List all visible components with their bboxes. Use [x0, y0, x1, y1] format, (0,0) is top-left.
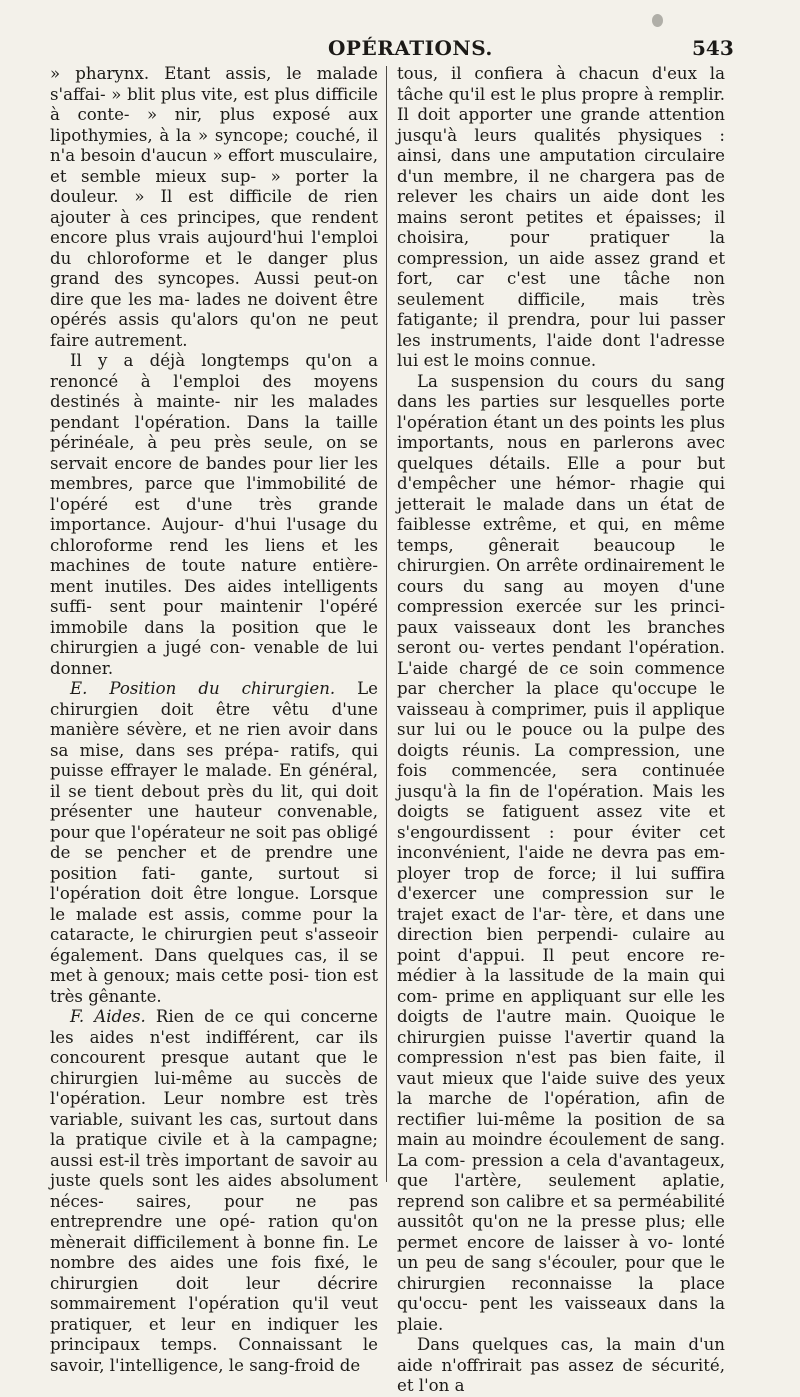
page-number: 543	[692, 36, 734, 60]
paragraph-maintien: Il y a déjà longtemps qu'on a renoncé à l'emploi des moyens destinés à mainte- nir les malades pendant l'opération. Dans la taille périnéale, à peu près seule, on se servait encore de bandes pour lier les membres, parce que l'immobilité de l'opéré est d'une très grande importance. Aujour- d'hui l'usage du chloroforme rend les liens et les machines de toute nature entière- ment inutiles. Des aides intelligents suffi- sent pour maintenir l'opéré immobile dans la position que le chirurgien a jugé con- venable de lui donner.	[50, 351, 378, 678]
paragraph-text: Rien de ce qui concerne les aides n'est indifférent, car ils concourent presque autant que le chirurgien lui-même au succès de l'opération. Leur nombre est très variable, suivant les cas, surtout dans la pratique civile et à la campagne; aussi est-il très important de savoir au juste quels sont les aides absolument néces- saires, pour ne pas entreprendre une opé- ration qu'on mènerait difficilement à bonne fin. Le nombre des aides une fois fixé, le chirurgien doit leur décrire sommairement l'opération qu'il veut pratiquer, et leur en indiquer les principaux temps. Connaissant le savoir, l'intelligence, le sang-froid de	[50, 1007, 378, 1375]
paragraph-syncope: » pharynx. Etant assis, le malade s'affai- » blit plus vite, est plus difficile à conte- » nir, plus exposé aux lipothymies, à la » syncope; couché, il n'a besoin d'aucun » effort musculaire, et semble mieux sup- » porter la douleur. » Il est difficile de rien ajouter à ces principes, que rendent encore plus vrais aujourd'hui l'emploi du chloroforme et le danger plus grand des syncopes. Aussi peut-on dire que les ma- lades ne doivent être opérés assis qu'alors qu'on ne peut faire autrement.	[50, 64, 378, 350]
page-title: OPÉRATIONS.	[328, 36, 493, 60]
section-heading-aides: F. Aides.	[70, 1007, 146, 1026]
ink-blot	[652, 14, 663, 27]
paragraph-aides	[50, 1007, 378, 1376]
section-heading-position: E. Position du chirurgien.	[70, 679, 336, 698]
running-head	[0, 36, 800, 66]
paragraph-compression: La suspension du cours du sang dans les parties sur lesquelles porte l'opération étant un des points les plus importants, nous en parlerons avec quelques détails. Elle a pour but d'empêcher une hémor- rhagie qui jetterait le malade dans un état de faiblesse extrême, et qui, en même temps, gênerait beaucoup le chirurgien. On arrête ordinairement le cours du sang au moyen d'une compression exercée sur les princi- paux vaisseaux dont les branches seront ou- vertes pendant l'opération. L'aide chargé de ce soin commence par chercher la place qu'occupe le vaisseau à comprimer, puis il applique sur lui ou le pouce ou la pulpe des doigts réunis. La compression, une fois commencée, sera continuée jusqu'à la fin de l'opération. Mais les doigts se fatiguent assez vite et s'engourdissent : pour éviter cet inconvénient, l'aide ne devra pas em- ployer trop de force; il lui suffira d'exercer une compression sur le trajet exact de l'ar- tère, et dans une direction bien perpendi- culaire au point d'appui. Il peut encore re- médier à la lassitude de la main qui com- prime en appliquant sur elle les doigts de l'autre main. Quoique le chirurgien puisse l'avertir quand la compression n'est pas bien faite, il vaut mieux que l'aide suive des yeux la marche de l'opération, afin de rectifier lui-même la position de sa main au moindre écoulement de sang. La com- pression a cela d'avantageux, que l'artère, seulement aplatie, reprend son calibre et sa perméabilité aussitôt qu'on ne la presse plus; elle permet encore de laisser à vo- lonté un peu de sang s'écouler, pour que le chirurgien reconnaisse la place qu'occu- pent les vaisseaux dans la plaie.	[397, 371, 725, 1334]
right-column	[397, 64, 725, 1397]
paragraph-securite: Dans quelques cas, la main d'un aide n'offrirait pas assez de sécurité, et l'on a	[397, 1335, 725, 1395]
paragraph-text: Le chirurgien doit être vêtu d'une manière sévère, et ne rien avoir dans sa mise, dans ses prépa- ratifs, qui puisse effrayer le malade. En général, il se tient debout près du lit, qui doit présenter une hauteur convenable, pour que l'opérateur ne soit pas obligé de se pencher et de prendre une position fati- gante, surtout si l'opération doit être longue. Lorsque le malade est assis, comme pour la cataracte, le chirurgien peut s'asseoir également. Dans quelques cas, il se met à genoux; mais cette posi- tion est très gênante.	[50, 679, 378, 1006]
column-divider	[386, 66, 387, 1182]
paragraph-position-chirurgien	[50, 679, 378, 1007]
left-column	[50, 64, 378, 1376]
paragraph-aides-continued: tous, il confiera à chacun d'eux la tâche qu'il est le plus propre à remplir. Il doit apporter une grande attention jusqu'à leurs qualités physiques : ainsi, dans une amputation circulaire d'un membre, il ne chargera pas de relever les chairs un aide dont les mains seront petites et épaisses; il choisira, pour pratiquer la compression, un aide assez grand et fort, car c'est une tâche non seulement difficile, mais très fatigante; il prendra, pour lui passer les instruments, l'aide dont l'adresse lui est le moins connue.	[397, 64, 725, 370]
